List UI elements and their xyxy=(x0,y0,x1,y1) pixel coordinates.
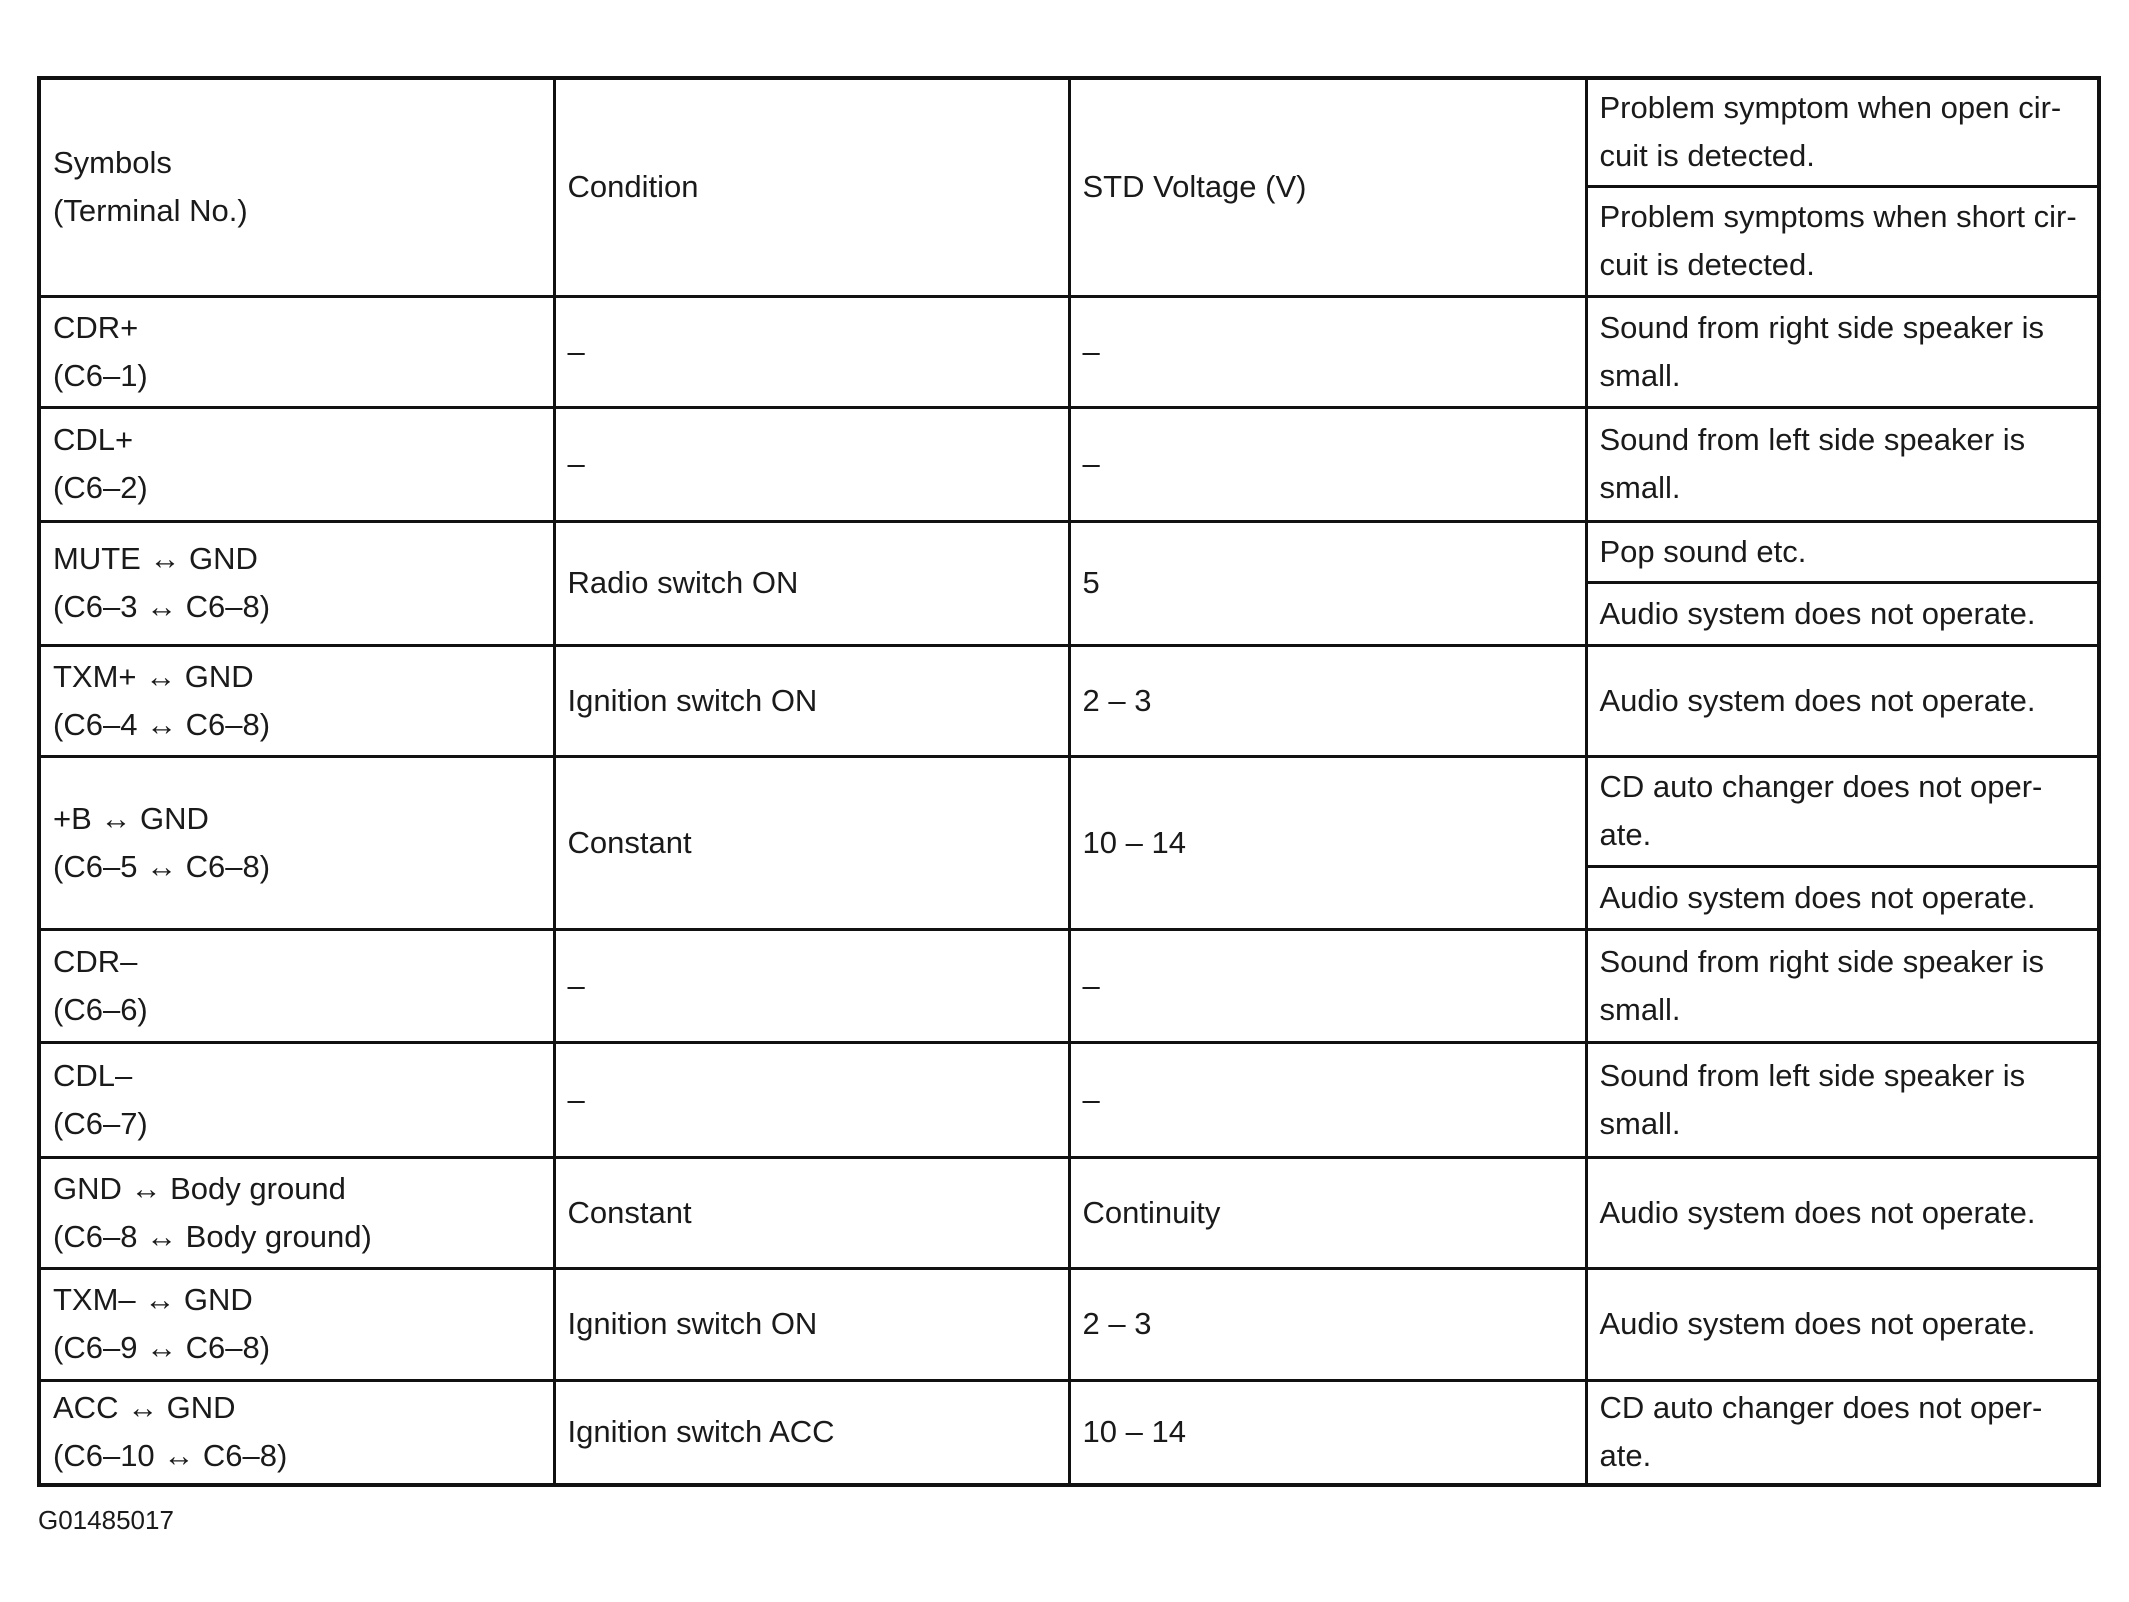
table-row xyxy=(39,1380,2099,1485)
header-short-circuit-line: Problem symptoms when short cir- xyxy=(1599,199,2077,234)
table-row xyxy=(39,645,2099,756)
header-open-circuit xyxy=(1586,78,2099,186)
header-short-circuit-line: cuit is detected. xyxy=(1599,247,1815,282)
voltage-cell: 2 – 3 xyxy=(1069,1268,1586,1380)
voltage-cell: 10 – 14 xyxy=(1069,1380,1586,1485)
terminal-text: (C6–7) xyxy=(53,1105,148,1141)
symbol-cell xyxy=(39,407,554,521)
symptom-text: CD auto changer does not oper- xyxy=(1599,1390,2043,1426)
symptom-text: ate. xyxy=(1599,817,1652,852)
condition-cell: Ignition switch ACC xyxy=(554,1380,1069,1485)
symbol-text: +B ↔ GND xyxy=(53,800,209,836)
condition-cell: Constant xyxy=(554,756,1069,929)
symptom-cell xyxy=(1586,1042,2099,1157)
symptom-text: ate. xyxy=(1599,1438,1652,1474)
terminal-text: (C6–9 ↔ C6–8) xyxy=(53,1330,271,1365)
header-symbols-label: Symbols xyxy=(53,145,172,181)
symbol-text: ACC ↔ GND xyxy=(53,1390,236,1426)
terminal-text: (C6–3 ↔ C6–8) xyxy=(53,589,271,624)
symbol-text: MUTE ↔ GND xyxy=(53,541,258,576)
symptom-cell xyxy=(1586,296,2099,407)
symptom-text: Sound from right side speaker is xyxy=(1599,309,2045,345)
terminal-text: (C6–4 ↔ C6–8) xyxy=(53,706,271,742)
terminal-text: (C6–8 ↔ Body ground) xyxy=(53,1218,372,1254)
condition-cell: Radio switch ON xyxy=(554,521,1069,645)
symbol-cell xyxy=(39,1157,554,1268)
symbol-text: CDL+ xyxy=(53,422,134,457)
symptom-text: Sound from right side speaker is xyxy=(1599,943,2045,979)
symptom-text: small. xyxy=(1599,470,1681,505)
symptom-text: Sound from left side speaker is xyxy=(1599,422,2026,457)
symbol-text: TXM– ↔ GND xyxy=(53,1282,253,1317)
header-open-circuit-line: cuit is detected. xyxy=(1599,138,1815,174)
symptom-text: CD auto changer does not oper- xyxy=(1599,769,2043,804)
header-terminal-label: (Terminal No.) xyxy=(53,193,248,229)
symptom-cell xyxy=(1586,1380,2099,1485)
condition-cell: Ignition switch ON xyxy=(554,1268,1069,1380)
table-row xyxy=(39,1268,2099,1380)
voltage-cell: – xyxy=(1069,929,1586,1042)
header-condition: Condition xyxy=(554,78,1069,296)
symbol-cell xyxy=(39,645,554,756)
symptom-text: small. xyxy=(1599,991,1681,1027)
condition-cell: – xyxy=(554,296,1069,407)
symbol-text: TXM+ ↔ GND xyxy=(53,658,254,694)
condition-cell: – xyxy=(554,1042,1069,1157)
condition-cell: Constant xyxy=(554,1157,1069,1268)
voltage-cell: – xyxy=(1069,296,1586,407)
symbol-cell xyxy=(39,756,554,929)
figure-code: G01485017 xyxy=(38,1505,174,1535)
header-std-voltage: STD Voltage (V) xyxy=(1069,78,1586,296)
table-row xyxy=(39,296,2099,407)
symptom-open-cell xyxy=(1586,756,2099,866)
symptom-cell: Audio system does not operate. xyxy=(1586,1268,2099,1380)
voltage-cell: Continuity xyxy=(1069,1157,1586,1268)
terminal-voltage-table xyxy=(37,76,2101,1487)
table-row xyxy=(39,407,2099,521)
voltage-cell: 10 – 14 xyxy=(1069,756,1586,929)
symptom-open-cell: Pop sound etc. xyxy=(1586,521,2099,582)
symptom-short-cell: Audio system does not operate. xyxy=(1586,866,2099,929)
symbol-text: CDL– xyxy=(53,1057,133,1093)
symbol-cell xyxy=(39,1042,554,1157)
table-row xyxy=(39,1157,2099,1268)
voltage-cell: – xyxy=(1069,1042,1586,1157)
symbol-cell xyxy=(39,296,554,407)
header-open-circuit-line: Problem symptom when open cir- xyxy=(1599,90,2062,126)
terminal-text: (C6–10 ↔ C6–8) xyxy=(53,1438,288,1474)
symbol-cell xyxy=(39,929,554,1042)
symbol-cell xyxy=(39,1268,554,1380)
terminal-text: (C6–1) xyxy=(53,357,148,393)
condition-cell: – xyxy=(554,929,1069,1042)
symptom-cell: Audio system does not operate. xyxy=(1586,1157,2099,1268)
terminal-inspection-sheet xyxy=(37,76,2097,1487)
voltage-cell: – xyxy=(1069,407,1586,521)
terminal-text: (C6–5 ↔ C6–8) xyxy=(53,848,271,884)
table-row xyxy=(39,1042,2099,1157)
symptom-short-cell: Audio system does not operate. xyxy=(1586,582,2099,645)
header-symbols xyxy=(39,78,554,296)
table-row xyxy=(39,756,2099,866)
condition-cell: – xyxy=(554,407,1069,521)
terminal-text: (C6–6) xyxy=(53,991,148,1027)
header-short-circuit xyxy=(1586,186,2099,296)
symptom-cell xyxy=(1586,407,2099,521)
symbol-cell xyxy=(39,521,554,645)
table-row xyxy=(39,521,2099,582)
condition-cell: Ignition switch ON xyxy=(554,645,1069,756)
symbol-cell xyxy=(39,1380,554,1485)
symbol-text: CDR+ xyxy=(53,309,139,345)
terminal-text: (C6–2) xyxy=(53,470,148,505)
symptom-text: small. xyxy=(1599,1105,1681,1141)
symptom-cell xyxy=(1586,929,2099,1042)
symbol-text: CDR– xyxy=(53,943,138,979)
voltage-cell: 2 – 3 xyxy=(1069,645,1586,756)
table-header-row xyxy=(39,78,2099,186)
table-row xyxy=(39,929,2099,1042)
voltage-cell: 5 xyxy=(1069,521,1586,645)
symptom-text: small. xyxy=(1599,357,1681,393)
symbol-text: GND ↔ Body ground xyxy=(53,1170,346,1206)
symptom-text: Sound from left side speaker is xyxy=(1599,1057,2026,1093)
symptom-cell: Audio system does not operate. xyxy=(1586,645,2099,756)
